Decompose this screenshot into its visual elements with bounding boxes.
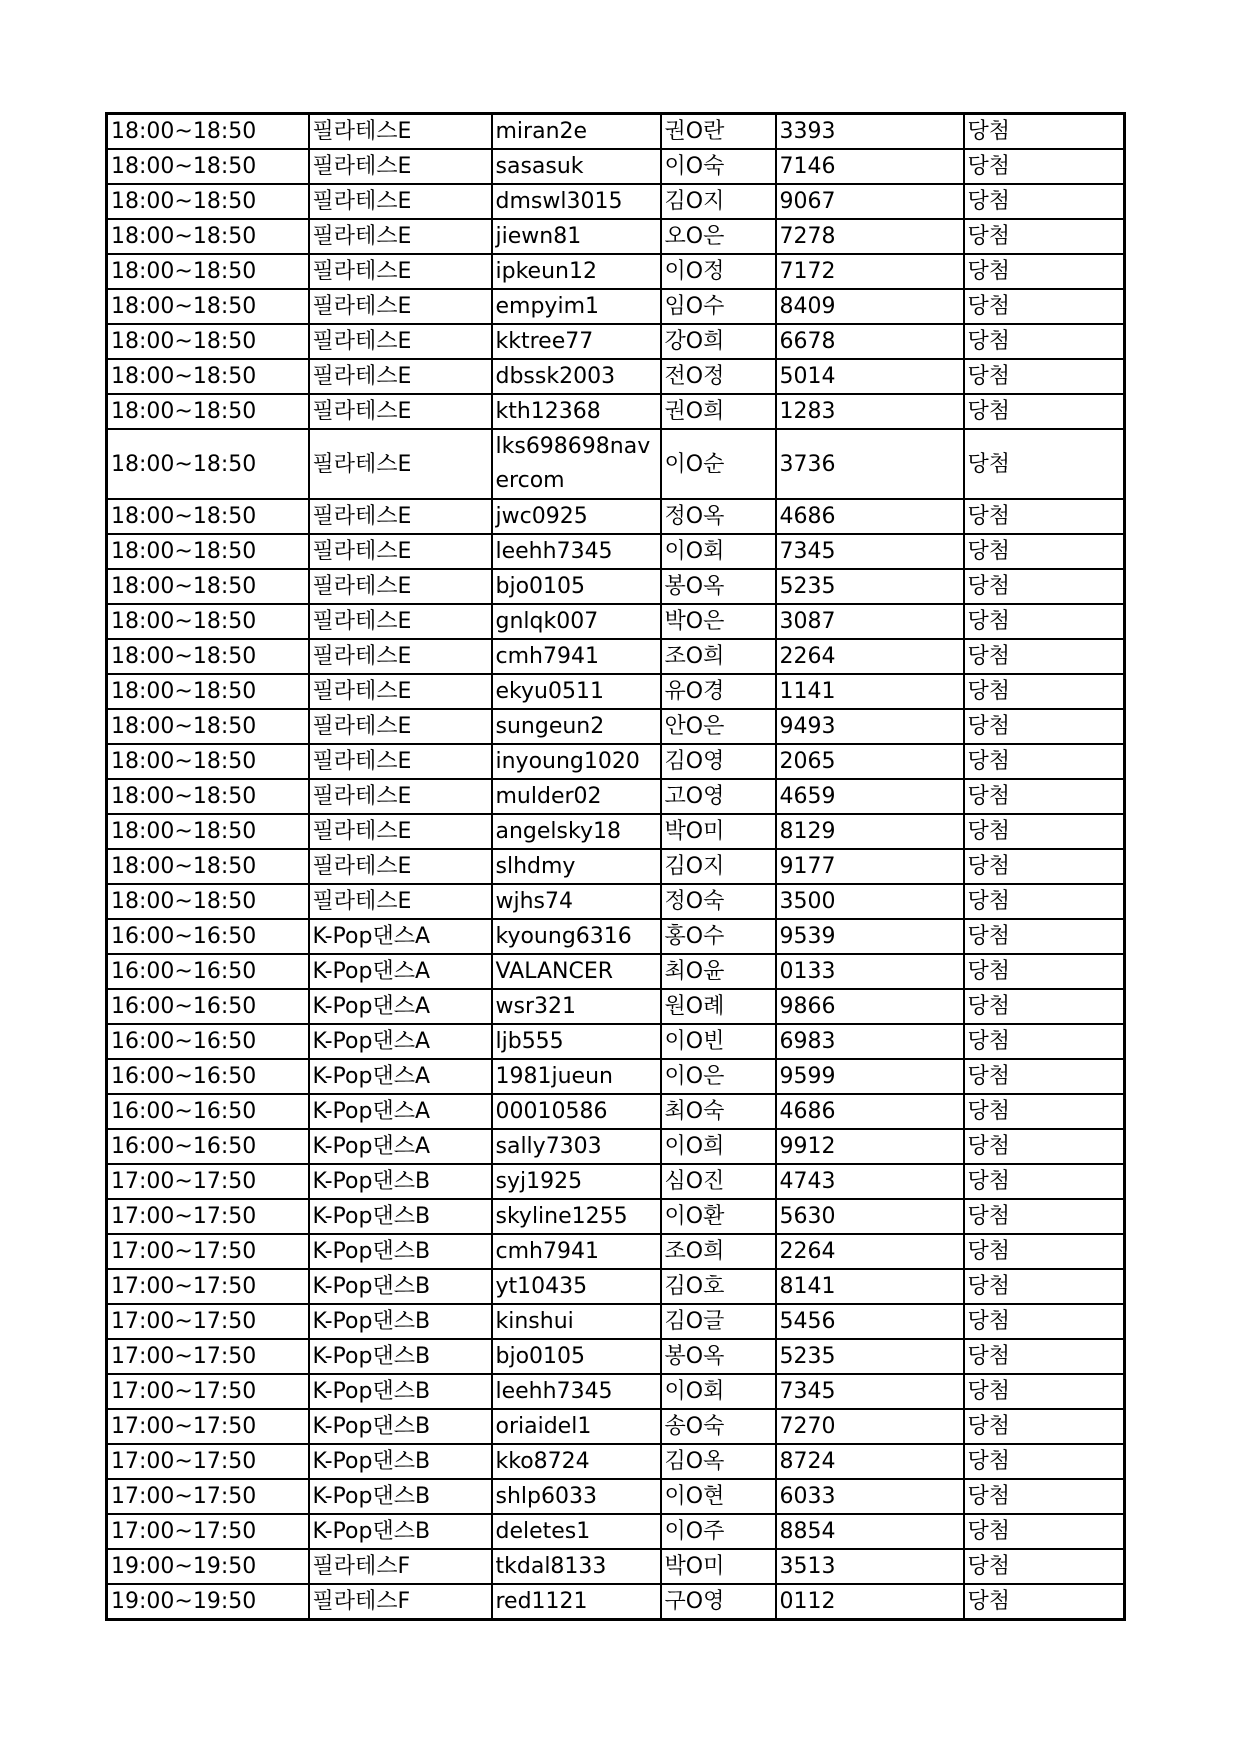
time-cell: 18:00~18:50 xyxy=(107,429,309,499)
class-cell: K-Pop댄스A xyxy=(309,919,492,954)
code-cell: 3513 xyxy=(776,1549,964,1584)
result-cell: 당첨 xyxy=(964,394,1125,429)
class-cell: K-Pop댄스B xyxy=(309,1374,492,1409)
name-cell: 이O은 xyxy=(661,1059,776,1094)
result-cell: 당첨 xyxy=(964,1514,1125,1549)
name-cell: 김O옥 xyxy=(661,1444,776,1479)
user-id-cell: slhdmy xyxy=(492,849,661,884)
time-cell: 17:00~17:50 xyxy=(107,1269,309,1304)
time-cell: 18:00~18:50 xyxy=(107,254,309,289)
code-cell: 7146 xyxy=(776,149,964,184)
name-cell: 이O환 xyxy=(661,1199,776,1234)
user-id-cell: ljb555 xyxy=(492,1024,661,1059)
time-cell: 16:00~16:50 xyxy=(107,954,309,989)
class-cell: K-Pop댄스B xyxy=(309,1444,492,1479)
user-id-cell: cmh7941 xyxy=(492,1234,661,1269)
result-cell: 당첨 xyxy=(964,884,1125,919)
time-cell: 17:00~17:50 xyxy=(107,1164,309,1199)
user-id-cell: kinshui xyxy=(492,1304,661,1339)
result-cell: 당첨 xyxy=(964,744,1125,779)
code-cell: 5630 xyxy=(776,1199,964,1234)
table-row xyxy=(107,499,1125,534)
table-row xyxy=(107,1374,1125,1409)
name-cell: 이O회 xyxy=(661,534,776,569)
user-id-cell: dbssk2003 xyxy=(492,359,661,394)
name-cell: 전O정 xyxy=(661,359,776,394)
name-cell: 박O미 xyxy=(661,1549,776,1584)
code-cell: 8129 xyxy=(776,814,964,849)
name-cell: 박O은 xyxy=(661,604,776,639)
user-id-cell: lks698698navercom xyxy=(492,429,661,499)
user-id-cell: ekyu0511 xyxy=(492,674,661,709)
code-cell: 9177 xyxy=(776,849,964,884)
code-cell: 1283 xyxy=(776,394,964,429)
name-cell: 김O글 xyxy=(661,1304,776,1339)
code-cell: 9866 xyxy=(776,989,964,1024)
time-cell: 18:00~18:50 xyxy=(107,639,309,674)
result-cell: 당첨 xyxy=(964,1339,1125,1374)
time-cell: 19:00~19:50 xyxy=(107,1549,309,1584)
name-cell: 정O숙 xyxy=(661,884,776,919)
class-cell: K-Pop댄스A xyxy=(309,989,492,1024)
time-cell: 19:00~19:50 xyxy=(107,1584,309,1620)
table-row xyxy=(107,184,1125,219)
code-cell: 4743 xyxy=(776,1164,964,1199)
result-cell: 당첨 xyxy=(964,499,1125,534)
result-cell: 당첨 xyxy=(964,814,1125,849)
class-cell: 필라테스E xyxy=(309,639,492,674)
class-cell: 필라테스E xyxy=(309,289,492,324)
code-cell: 5235 xyxy=(776,569,964,604)
class-cell: K-Pop댄스A xyxy=(309,1024,492,1059)
time-cell: 17:00~17:50 xyxy=(107,1514,309,1549)
time-cell: 17:00~17:50 xyxy=(107,1374,309,1409)
user-id-cell: leehh7345 xyxy=(492,534,661,569)
result-cell: 당첨 xyxy=(964,1549,1125,1584)
table-row xyxy=(107,569,1125,604)
name-cell: 봉O옥 xyxy=(661,1339,776,1374)
class-cell: 필라테스E xyxy=(309,674,492,709)
name-cell: 김O호 xyxy=(661,1269,776,1304)
class-cell: 필라테스E xyxy=(309,254,492,289)
winners-table-body xyxy=(107,114,1125,1620)
user-id-cell: tkdal8133 xyxy=(492,1549,661,1584)
user-id-cell: jwc0925 xyxy=(492,499,661,534)
result-cell: 당첨 xyxy=(964,604,1125,639)
winners-table xyxy=(105,112,1126,1621)
code-cell: 9493 xyxy=(776,709,964,744)
time-cell: 18:00~18:50 xyxy=(107,709,309,744)
result-cell: 당첨 xyxy=(964,1234,1125,1269)
name-cell: 고O영 xyxy=(661,779,776,814)
user-id-cell: dmswl3015 xyxy=(492,184,661,219)
class-cell: 필라테스E xyxy=(309,884,492,919)
table-row xyxy=(107,849,1125,884)
code-cell: 6678 xyxy=(776,324,964,359)
table-row xyxy=(107,814,1125,849)
code-cell: 5014 xyxy=(776,359,964,394)
user-id-cell: red1121 xyxy=(492,1584,661,1620)
result-cell: 당첨 xyxy=(964,149,1125,184)
name-cell: 이O희 xyxy=(661,1129,776,1164)
code-cell: 8854 xyxy=(776,1514,964,1549)
table-row xyxy=(107,394,1125,429)
class-cell: 필라테스E xyxy=(309,219,492,254)
class-cell: 필라테스E xyxy=(309,779,492,814)
class-cell: 필라테스E xyxy=(309,394,492,429)
class-cell: K-Pop댄스B xyxy=(309,1339,492,1374)
time-cell: 16:00~16:50 xyxy=(107,1129,309,1164)
name-cell: 유O경 xyxy=(661,674,776,709)
table-row xyxy=(107,1059,1125,1094)
table-row xyxy=(107,289,1125,324)
class-cell: K-Pop댄스A xyxy=(309,954,492,989)
name-cell: 최O윤 xyxy=(661,954,776,989)
time-cell: 17:00~17:50 xyxy=(107,1199,309,1234)
code-cell: 6033 xyxy=(776,1479,964,1514)
user-id-cell: shlp6033 xyxy=(492,1479,661,1514)
name-cell: 원O례 xyxy=(661,989,776,1024)
code-cell: 5235 xyxy=(776,1339,964,1374)
table-row xyxy=(107,359,1125,394)
result-cell: 당첨 xyxy=(964,1409,1125,1444)
time-cell: 17:00~17:50 xyxy=(107,1409,309,1444)
class-cell: K-Pop댄스B xyxy=(309,1304,492,1339)
result-cell: 당첨 xyxy=(964,324,1125,359)
class-cell: K-Pop댄스B xyxy=(309,1514,492,1549)
table-row xyxy=(107,1409,1125,1444)
table-row xyxy=(107,1444,1125,1479)
user-id-cell: skyline1255 xyxy=(492,1199,661,1234)
table-row xyxy=(107,1164,1125,1199)
class-cell: K-Pop댄스B xyxy=(309,1199,492,1234)
time-cell: 18:00~18:50 xyxy=(107,184,309,219)
user-id-cell: oriaidel1 xyxy=(492,1409,661,1444)
result-cell: 당첨 xyxy=(964,219,1125,254)
result-cell: 당첨 xyxy=(964,1304,1125,1339)
class-cell: K-Pop댄스B xyxy=(309,1269,492,1304)
time-cell: 17:00~17:50 xyxy=(107,1234,309,1269)
code-cell: 0112 xyxy=(776,1584,964,1620)
result-cell: 당첨 xyxy=(964,1164,1125,1199)
time-cell: 18:00~18:50 xyxy=(107,674,309,709)
code-cell: 8724 xyxy=(776,1444,964,1479)
class-cell: 필라테스E xyxy=(309,814,492,849)
user-id-cell: kyoung6316 xyxy=(492,919,661,954)
class-cell: K-Pop댄스B xyxy=(309,1479,492,1514)
table-row xyxy=(107,1024,1125,1059)
code-cell: 7270 xyxy=(776,1409,964,1444)
name-cell: 이O현 xyxy=(661,1479,776,1514)
name-cell: 권O란 xyxy=(661,114,776,150)
user-id-cell: syj1925 xyxy=(492,1164,661,1199)
table-row xyxy=(107,604,1125,639)
class-cell: 필라테스E xyxy=(309,744,492,779)
table-row xyxy=(107,709,1125,744)
time-cell: 18:00~18:50 xyxy=(107,394,309,429)
class-cell: 필라테스E xyxy=(309,534,492,569)
table-row xyxy=(107,989,1125,1024)
code-cell: 3087 xyxy=(776,604,964,639)
name-cell: 안O은 xyxy=(661,709,776,744)
result-cell: 당첨 xyxy=(964,1374,1125,1409)
class-cell: 필라테스E xyxy=(309,709,492,744)
time-cell: 18:00~18:50 xyxy=(107,534,309,569)
user-id-cell: 1981jueun xyxy=(492,1059,661,1094)
code-cell: 4659 xyxy=(776,779,964,814)
name-cell: 최O숙 xyxy=(661,1094,776,1129)
name-cell: 이O주 xyxy=(661,1514,776,1549)
name-cell: 심O진 xyxy=(661,1164,776,1199)
name-cell: 김O지 xyxy=(661,184,776,219)
time-cell: 18:00~18:50 xyxy=(107,604,309,639)
user-id-cell: jiewn81 xyxy=(492,219,661,254)
code-cell: 3736 xyxy=(776,429,964,499)
result-cell: 당첨 xyxy=(964,534,1125,569)
table-row xyxy=(107,1269,1125,1304)
table-row xyxy=(107,779,1125,814)
name-cell: 구O영 xyxy=(661,1584,776,1620)
class-cell: 필라테스E xyxy=(309,499,492,534)
user-id-cell: angelsky18 xyxy=(492,814,661,849)
class-cell: 필라테스E xyxy=(309,429,492,499)
time-cell: 18:00~18:50 xyxy=(107,849,309,884)
user-id-cell: sally7303 xyxy=(492,1129,661,1164)
name-cell: 이O회 xyxy=(661,1374,776,1409)
user-id-cell: gnlqk007 xyxy=(492,604,661,639)
user-id-cell: inyoung1020 xyxy=(492,744,661,779)
time-cell: 18:00~18:50 xyxy=(107,219,309,254)
name-cell: 홍O수 xyxy=(661,919,776,954)
time-cell: 18:00~18:50 xyxy=(107,884,309,919)
time-cell: 16:00~16:50 xyxy=(107,1059,309,1094)
table-row xyxy=(107,884,1125,919)
name-cell: 이O숙 xyxy=(661,149,776,184)
time-cell: 16:00~16:50 xyxy=(107,1094,309,1129)
user-id-cell: yt10435 xyxy=(492,1269,661,1304)
code-cell: 7345 xyxy=(776,534,964,569)
result-cell: 당첨 xyxy=(964,1129,1125,1164)
result-cell: 당첨 xyxy=(964,1094,1125,1129)
code-cell: 8141 xyxy=(776,1269,964,1304)
table-row xyxy=(107,1549,1125,1584)
class-cell: 필라테스E xyxy=(309,184,492,219)
time-cell: 18:00~18:50 xyxy=(107,114,309,150)
class-cell: 필라테스E xyxy=(309,359,492,394)
code-cell: 7345 xyxy=(776,1374,964,1409)
time-cell: 18:00~18:50 xyxy=(107,289,309,324)
code-cell: 7172 xyxy=(776,254,964,289)
code-cell: 9599 xyxy=(776,1059,964,1094)
result-cell: 당첨 xyxy=(964,254,1125,289)
result-cell: 당첨 xyxy=(964,1024,1125,1059)
code-cell: 4686 xyxy=(776,1094,964,1129)
table-row xyxy=(107,149,1125,184)
result-cell: 당첨 xyxy=(964,1269,1125,1304)
class-cell: 필라테스F xyxy=(309,1549,492,1584)
table-row xyxy=(107,219,1125,254)
code-cell: 8409 xyxy=(776,289,964,324)
time-cell: 17:00~17:50 xyxy=(107,1304,309,1339)
result-cell: 당첨 xyxy=(964,1199,1125,1234)
result-cell: 당첨 xyxy=(964,569,1125,604)
table-row xyxy=(107,744,1125,779)
user-id-cell: VALANCER xyxy=(492,954,661,989)
code-cell: 2264 xyxy=(776,639,964,674)
name-cell: 조O희 xyxy=(661,1234,776,1269)
name-cell: 오O은 xyxy=(661,219,776,254)
user-id-cell: empyim1 xyxy=(492,289,661,324)
table-row xyxy=(107,639,1125,674)
code-cell: 3500 xyxy=(776,884,964,919)
class-cell: 필라테스E xyxy=(309,114,492,150)
time-cell: 16:00~16:50 xyxy=(107,919,309,954)
result-cell: 당첨 xyxy=(964,289,1125,324)
user-id-cell: cmh7941 xyxy=(492,639,661,674)
table-row xyxy=(107,919,1125,954)
name-cell: 김O지 xyxy=(661,849,776,884)
user-id-cell: sasasuk xyxy=(492,149,661,184)
result-cell: 당첨 xyxy=(964,359,1125,394)
code-cell: 0133 xyxy=(776,954,964,989)
code-cell: 6983 xyxy=(776,1024,964,1059)
name-cell: 이O빈 xyxy=(661,1024,776,1059)
table-row xyxy=(107,1094,1125,1129)
class-cell: K-Pop댄스A xyxy=(309,1129,492,1164)
class-cell: 필라테스F xyxy=(309,1584,492,1620)
code-cell: 9539 xyxy=(776,919,964,954)
user-id-cell: miran2e xyxy=(492,114,661,150)
user-id-cell: bjo0105 xyxy=(492,569,661,604)
time-cell: 18:00~18:50 xyxy=(107,569,309,604)
class-cell: 필라테스E xyxy=(309,604,492,639)
user-id-cell: 00010586 xyxy=(492,1094,661,1129)
user-id-cell: wsr321 xyxy=(492,989,661,1024)
table-row xyxy=(107,674,1125,709)
table-row xyxy=(107,954,1125,989)
result-cell: 당첨 xyxy=(964,1059,1125,1094)
table-row xyxy=(107,1234,1125,1269)
result-cell: 당첨 xyxy=(964,674,1125,709)
name-cell: 조O희 xyxy=(661,639,776,674)
result-cell: 당첨 xyxy=(964,989,1125,1024)
time-cell: 17:00~17:50 xyxy=(107,1444,309,1479)
class-cell: 필라테스E xyxy=(309,569,492,604)
user-id-cell: sungeun2 xyxy=(492,709,661,744)
time-cell: 18:00~18:50 xyxy=(107,359,309,394)
result-cell: 당첨 xyxy=(964,639,1125,674)
name-cell: 김O영 xyxy=(661,744,776,779)
result-cell: 당첨 xyxy=(964,1479,1125,1514)
user-id-cell: deletes1 xyxy=(492,1514,661,1549)
table-row xyxy=(107,534,1125,569)
name-cell: 임O수 xyxy=(661,289,776,324)
time-cell: 17:00~17:50 xyxy=(107,1479,309,1514)
result-cell: 당첨 xyxy=(964,779,1125,814)
table-row xyxy=(107,1199,1125,1234)
code-cell: 1141 xyxy=(776,674,964,709)
time-cell: 17:00~17:50 xyxy=(107,1339,309,1374)
class-cell: K-Pop댄스A xyxy=(309,1059,492,1094)
code-cell: 7278 xyxy=(776,219,964,254)
code-cell: 2065 xyxy=(776,744,964,779)
table-row xyxy=(107,254,1125,289)
code-cell: 9912 xyxy=(776,1129,964,1164)
user-id-cell: kth12368 xyxy=(492,394,661,429)
table-row xyxy=(107,429,1125,499)
table-row xyxy=(107,1584,1125,1620)
code-cell: 5456 xyxy=(776,1304,964,1339)
name-cell: 정O옥 xyxy=(661,499,776,534)
class-cell: K-Pop댄스B xyxy=(309,1164,492,1199)
class-cell: 필라테스E xyxy=(309,324,492,359)
user-id-cell: leehh7345 xyxy=(492,1374,661,1409)
result-cell: 당첨 xyxy=(964,184,1125,219)
code-cell: 3393 xyxy=(776,114,964,150)
table-row xyxy=(107,324,1125,359)
class-cell: 필라테스E xyxy=(309,849,492,884)
table-row xyxy=(107,1304,1125,1339)
result-cell: 당첨 xyxy=(964,429,1125,499)
time-cell: 18:00~18:50 xyxy=(107,149,309,184)
class-cell: K-Pop댄스B xyxy=(309,1409,492,1444)
user-id-cell: kktree77 xyxy=(492,324,661,359)
result-cell: 당첨 xyxy=(964,954,1125,989)
time-cell: 16:00~16:50 xyxy=(107,989,309,1024)
result-cell: 당첨 xyxy=(964,709,1125,744)
user-id-cell: wjhs74 xyxy=(492,884,661,919)
name-cell: 박O미 xyxy=(661,814,776,849)
class-cell: K-Pop댄스B xyxy=(309,1234,492,1269)
user-id-cell: ipkeun12 xyxy=(492,254,661,289)
class-cell: 필라테스E xyxy=(309,149,492,184)
name-cell: 봉O옥 xyxy=(661,569,776,604)
table-row xyxy=(107,1129,1125,1164)
time-cell: 16:00~16:50 xyxy=(107,1024,309,1059)
name-cell: 이O정 xyxy=(661,254,776,289)
result-cell: 당첨 xyxy=(964,919,1125,954)
time-cell: 18:00~18:50 xyxy=(107,814,309,849)
table-row xyxy=(107,1339,1125,1374)
user-id-cell: mulder02 xyxy=(492,779,661,814)
table-row xyxy=(107,114,1125,150)
code-cell: 9067 xyxy=(776,184,964,219)
time-cell: 18:00~18:50 xyxy=(107,744,309,779)
user-id-cell: kko8724 xyxy=(492,1444,661,1479)
table-row xyxy=(107,1514,1125,1549)
name-cell: 권O희 xyxy=(661,394,776,429)
result-cell: 당첨 xyxy=(964,114,1125,150)
name-cell: 송O숙 xyxy=(661,1409,776,1444)
result-cell: 당첨 xyxy=(964,1584,1125,1620)
name-cell: 강O희 xyxy=(661,324,776,359)
table-row xyxy=(107,1479,1125,1514)
name-cell: 이O순 xyxy=(661,429,776,499)
time-cell: 18:00~18:50 xyxy=(107,779,309,814)
code-cell: 4686 xyxy=(776,499,964,534)
time-cell: 18:00~18:50 xyxy=(107,324,309,359)
time-cell: 18:00~18:50 xyxy=(107,499,309,534)
result-cell: 당첨 xyxy=(964,1444,1125,1479)
class-cell: K-Pop댄스A xyxy=(309,1094,492,1129)
code-cell: 2264 xyxy=(776,1234,964,1269)
result-cell: 당첨 xyxy=(964,849,1125,884)
user-id-cell: bjo0105 xyxy=(492,1339,661,1374)
